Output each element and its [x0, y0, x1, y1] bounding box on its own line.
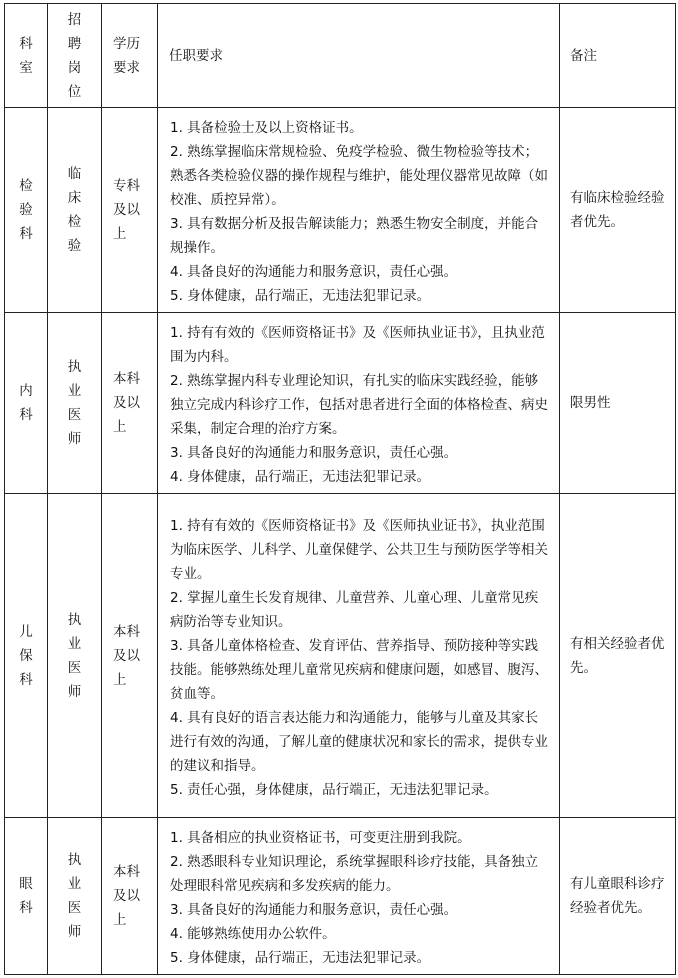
- requirement-item: 4. 能够熟练使用办公软件。: [170, 926, 336, 942]
- education-label: 本科 及以 上: [113, 623, 140, 688]
- requirements-list: [158, 108, 559, 312]
- cell-requirements: [158, 313, 560, 494]
- cell-position: [48, 313, 102, 494]
- cell-dept: [5, 313, 48, 494]
- cell-note: [560, 818, 676, 975]
- table-row: [5, 313, 676, 494]
- note-label: 有相关经验者优先。: [570, 635, 665, 676]
- table-header-row: [5, 4, 676, 108]
- position-label: 临 床 检 验: [67, 166, 82, 254]
- dept-label: 检 验 科: [19, 178, 33, 242]
- requirement-item: 2. 熟练掌握临床常规检验、免疫学检验、微生物检验等技术；熟悉各类检验仪器的操作规程与维护，能处理仪器常见故障（如校准、质控异常）。: [170, 144, 548, 208]
- recruitment-table: [4, 3, 676, 975]
- cell-position: [48, 108, 102, 313]
- requirement-item: 4. 具备良好的沟通能力和服务意识，责任心强。: [170, 264, 458, 280]
- table-row: [5, 818, 676, 975]
- header-education-label: 学历 要求: [113, 35, 140, 76]
- requirement-item: 3. 具备良好的沟通能力和服务意识，责任心强。: [170, 902, 458, 918]
- cell-position: [48, 494, 102, 818]
- cell-dept: [5, 818, 48, 975]
- requirement-item: 2. 掌握儿童生长发育规律、儿童营养、儿童心理、儿童常见疾病防治等专业知识。: [170, 589, 539, 630]
- dept-label: 眼 科: [19, 876, 33, 916]
- header-position: [48, 4, 102, 108]
- dept-label: 内 科: [19, 383, 33, 423]
- header-note: [560, 4, 676, 108]
- cell-dept: [5, 494, 48, 818]
- header-requirements-label: 任职要求: [169, 47, 223, 64]
- cell-education: [102, 494, 158, 818]
- cell-education: [102, 818, 158, 975]
- requirement-item: 3. 具备儿童体格检查、发育评估、营养指导、预防接种等实践技能。能够熟练处理儿童常见疾病和健康问题，如感冒、腹泻、贫血等。: [170, 637, 548, 702]
- requirements-list: [158, 506, 559, 806]
- note-label: 限男性: [570, 395, 611, 411]
- education-label: 本科 及以 上: [113, 864, 140, 928]
- requirement-item: 1. 具备相应的执业资格证书，可变更注册到我院。: [170, 830, 471, 846]
- cell-education: [102, 108, 158, 313]
- note-label: 有临床检验经验者优先。: [570, 190, 665, 230]
- header-position-label: 招 聘 岗 位: [67, 11, 82, 100]
- requirement-item: 5. 身体健康，品行端正，无违法犯罪记录。: [170, 950, 431, 966]
- requirement-item: 3. 具有数据分析及报告解读能力；熟悉生物安全制度，并能合规操作。: [170, 216, 539, 256]
- requirement-item: 1. 持有有效的《医师资格证书》及《医师执业证书》，且执业范围为内科。: [170, 325, 545, 365]
- cell-requirements: [158, 818, 560, 975]
- cell-note: [560, 108, 676, 313]
- cell-position: [48, 818, 102, 975]
- position-label: 执 业 医 师: [67, 359, 82, 447]
- cell-dept: [5, 108, 48, 313]
- requirement-item: 4. 身体健康，品行端正，无违法犯罪记录。: [170, 469, 431, 485]
- requirement-item: 1. 具备检验士及以上资格证书。: [170, 120, 363, 136]
- header-note-label: 备注: [570, 47, 597, 64]
- header-requirements: [158, 4, 560, 108]
- cell-note: [560, 313, 676, 494]
- requirement-item: 5. 责任心强，身体健康，品行端正，无违法犯罪记录。: [170, 781, 498, 798]
- position-label: 执 业 医 师: [67, 852, 82, 940]
- cell-note: [560, 494, 676, 818]
- note-label: 有儿童眼科诊疗经验者优先。: [570, 876, 665, 916]
- header-dept: [5, 4, 48, 108]
- requirement-item: 2. 熟练掌握内科专业理论知识，有扎实的临床实践经验，能够独立完成内科诊疗工作，包括对患者进行全面的体格检查、病史采集，制定合理的治疗方案。: [170, 373, 548, 437]
- table-row: [5, 494, 676, 818]
- requirement-item: 5. 身体健康，品行端正，无违法犯罪记录。: [170, 288, 431, 304]
- requirement-item: 2. 熟悉眼科专业知识理论，系统掌握眼科诊疗技能，具备独立处理眼科常见疾病和多发疾病的能力。: [170, 854, 539, 894]
- dept-label: 儿 保 科: [19, 623, 33, 688]
- requirement-item: 1. 持有有效的《医师资格证书》及《医师执业证书》，执业范围为临床医学、儿科学、儿童保健学、公共卫生与预防医学等相关专业。: [170, 517, 548, 582]
- cell-education: [102, 313, 158, 494]
- position-label: 执 业 医 师: [67, 611, 82, 700]
- requirement-item: 4. 具有良好的语言表达能力和沟通能力，能够与儿童及其家长进行有效的沟通，了解儿童的健康状况和家长的需求，提供专业的建议和指导。: [170, 709, 548, 774]
- requirement-item: 3. 具备良好的沟通能力和服务意识，责任心强。: [170, 445, 458, 461]
- header-dept-label: 科室: [19, 35, 33, 76]
- cell-requirements: [158, 494, 560, 818]
- education-label: 专科 及以 上: [113, 178, 140, 242]
- table-row: [5, 108, 676, 313]
- requirements-list: [158, 818, 559, 974]
- header-education: [102, 4, 158, 108]
- requirements-list: [158, 313, 559, 493]
- education-label: 本科 及以 上: [113, 371, 140, 435]
- cell-requirements: [158, 108, 560, 313]
